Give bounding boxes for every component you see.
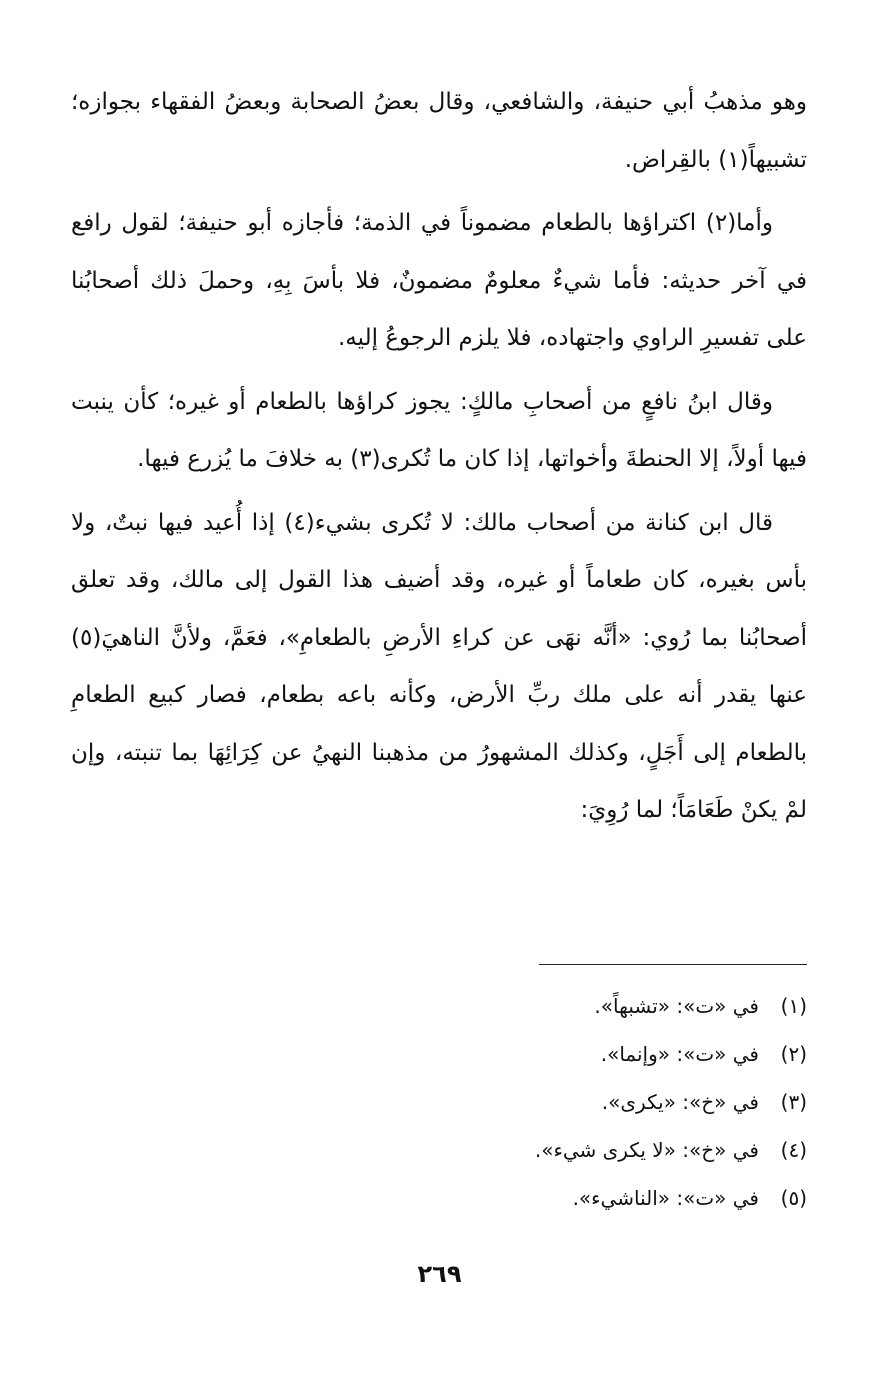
footnote-4 [207,1126,807,1174]
paragraph-2: وأما(٢) اكتراؤها بالطعام مضموناً في الذمة؛ فأجازه أبو حنيفة؛ لقول رافع في آخر حديثه: فأما شيءٌ معلومٌ مضمونٌ، فلا بأسَ بِهِ، وحملَ ذلك أصحابُنا على تفسيرِ الراوي واجتهاده، فلا يلزم الرجوعُ إليه. [71,210,807,351]
footnote-1 [207,982,807,1030]
footnote-text: في «ت»: «الناشيء». [572,1186,759,1210]
footnote-number: (١) [780,994,807,1018]
footnotes [207,982,807,1222]
page-number: ٢٦٩ [417,1260,462,1288]
footnote-number: (٥) [780,1186,807,1210]
footnote-text: في «ت»: «وإنما». [600,1042,759,1066]
footnote-5 [207,1174,807,1222]
paragraph-3: وقال ابنُ نافعٍ من أصحابِ مالكٍ: يجوز كراؤها بالطعام أو غيره؛ كأن ينبت فيها أولاً، إلا الحنطةَ وأخواتها، إذا كان ما تُكرى(٣) به خلافَ ما يُزرع فيها. [71,388,807,472]
footnote-number: (٣) [780,1090,807,1114]
paragraph-4: قال ابن كنانة من أصحاب مالك: لا تُكرى بشيء(٤) إذا أُعيد فيها نبتٌ، ولا بأس بغيره، كان طعاماً أو غيره، وقد أضيف هذا القول إلى مالك، وقد تعلق أصحابُنا بما رُوي: «أنَّه نهَى عن كراءِ الأرضِ بالطعامِ»، فعَمَّ، ولأنَّ الناهيَ(٥) عنها يقدر أنه على ملك ربِّ الأرض، وكأنه باعه بطعام، فصار كبيع الطعامِ بالطعام إلى أَجَلٍ، وكذلك المشهورُ من مذهبنا النهيُ عن كِرَائِهَا بما تنبته، وإن لمْ يكنْ طَعَامَاً؛ لما رُوِيَ: [71,509,807,823]
footnote-text: في «ت»: «تشبهاً». [594,994,759,1018]
main-text [71,74,807,846]
footnote-text: في «خ»: «يكرى». [601,1090,759,1114]
paragraph-1: وهو مذهبُ أبي حنيفة، والشافعي، وقال بعضُ الصحابة وبعضُ الفقهاء بجوازه؛ تشبيهاً(١) بالقِراض. [71,89,807,173]
footnote-text: في «خ»: «لا يكرى شيء». [534,1138,759,1162]
footnote-separator [539,964,807,965]
footnote-2 [207,1030,807,1078]
footnote-3 [207,1078,807,1126]
footnote-number: (٤) [780,1138,807,1162]
footnote-number: (٢) [780,1042,807,1066]
